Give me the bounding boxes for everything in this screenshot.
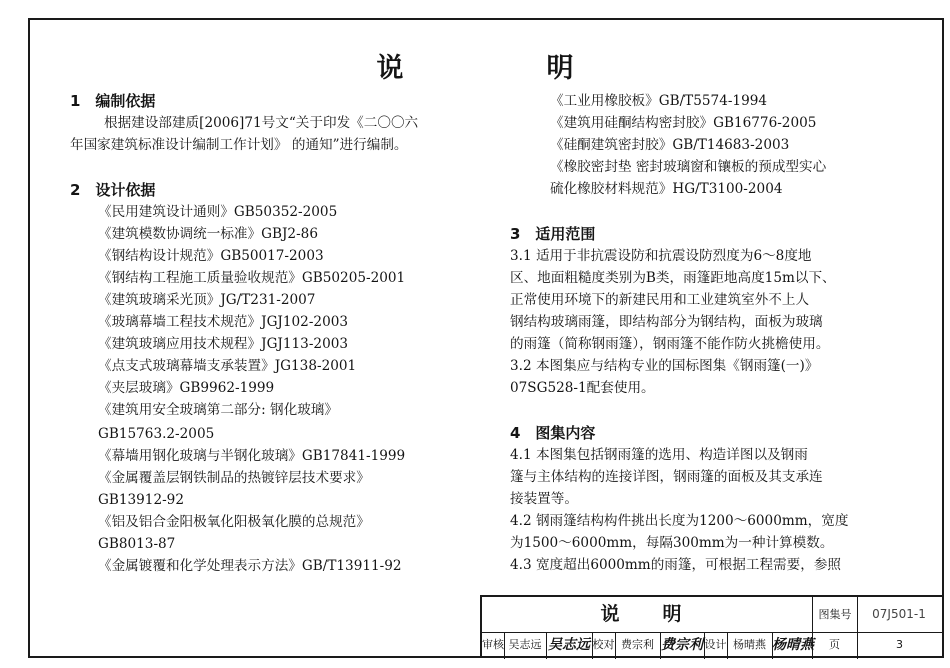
right-text-line: 接装置等。 [510, 491, 578, 507]
left-reference-line: 《钢结构工程施工质量验收规范》GB50205-2001 [98, 270, 406, 286]
left-section-heading: 1 编制依据 [70, 92, 156, 110]
left-reference-line: 《钢结构设计规范》GB50017-2003 [98, 248, 324, 264]
right-reference-line: 《建筑用硅酮结构密封胶》GB16776-2005 [550, 115, 817, 131]
right-text-line: 07SG528-1配套使用。 [510, 380, 655, 396]
left-text-line: 年国家建筑标准设计编制工作计划》 的通知”进行编制。 [70, 137, 408, 153]
left-reference-line: 《金属覆盖层钢铁制品的热镀锌层技术要求》 [98, 470, 370, 486]
right-text-line: 的雨篷（简称钢雨篷），钢雨篷不能作防火挑檐使用。 [510, 336, 830, 352]
right-reference-line: 《硅酮建筑密封胶》GB/T14683-2003 [550, 137, 790, 153]
right-text-line: 区、地面粗糙度类别为B类，雨篷距地高度15m以下、 [510, 270, 836, 286]
left-reference-line: 《铝及铝合金阳极氧化阳极氧化膜的总规范》 [98, 514, 370, 530]
left-text-line: 根据建设部建质[2006]71号文“关于印发《二〇〇六 [104, 115, 419, 131]
left-reference-line: 《玻璃幕墙工程技术规范》JGJ102-2003 [98, 314, 349, 330]
right-text-line: 4.3 宽度超出6000mm的雨篷，可根据工程需要，参照 [510, 557, 842, 573]
title-block [480, 595, 942, 657]
left-reference-line: 《夹层玻璃》GB9962-1999 [98, 380, 275, 396]
page-label: 页 [829, 638, 840, 651]
left-reference-line: 《建筑用安全玻璃第二部分: 钢化玻璃》 [98, 402, 338, 418]
right-text-line: 正常使用环境下的新建民用和工业建筑室外不上人 [510, 292, 810, 308]
left-section-heading: 2 设计依据 [70, 181, 156, 199]
right-reference-line: 硫化橡胶材料规范》HG/T3100-2004 [550, 181, 783, 197]
designer-signature: 杨晴燕 [772, 637, 814, 653]
left-reference-line: 《民用建筑设计通则》GB50352-2005 [98, 204, 338, 220]
right-text-line: 4.1 本图集包括钢雨篷的选用、构造详图以及钢雨 [510, 447, 808, 463]
right-text-line: 篷与主体结构的连接详图，钢雨篷的面板及其支承连 [510, 469, 823, 485]
left-reference-line: 《点支式玻璃幕墙支承装置》JG138-2001 [98, 358, 357, 374]
left-reference-line: GB15763.2-2005 [98, 426, 215, 442]
left-reference-line: 《建筑玻璃采光顶》JG/T231-2007 [98, 292, 316, 308]
designer-label: 设计 [704, 638, 727, 651]
left-reference-line: GB8013-87 [98, 536, 176, 552]
reviewer-name: 吴志远 [508, 638, 542, 651]
page-number: 3 [896, 638, 903, 651]
reviewer-signature: 吴志远 [548, 637, 590, 653]
atlas-number: 07J501-1 [872, 607, 926, 621]
title-block-title: 说 明 [600, 603, 694, 625]
right-section-heading: 4 图集内容 [510, 424, 596, 442]
designer-name: 杨晴燕 [733, 638, 766, 651]
atlas-number-label: 图集号 [818, 608, 852, 621]
right-text-line: 为1500～6000mm，每隔300mm为一种计算模数。 [510, 535, 834, 551]
right-text-line: 3.1 适用于非抗震设防和抗震设防烈度为6～8度地 [510, 248, 812, 264]
right-text-line: 3.2 本图集应与结构专业的国标图集《钢雨篷(一)》 [510, 358, 819, 374]
right-section-heading: 3 适用范围 [510, 225, 596, 243]
left-reference-line: 《建筑玻璃应用技术规程》JGJ113-2003 [98, 336, 349, 352]
left-reference-line: 《金属镀覆和化学处理表示方法》GB/T13911-92 [98, 558, 402, 574]
left-reference-line: 《幕墙用钢化玻璃与半钢化玻璃》GB17841-1999 [98, 448, 406, 464]
right-text-line: 钢结构玻璃雨篷，即结构部分为钢结构，面板为玻璃 [510, 314, 823, 330]
checker-name: 费宗利 [621, 638, 654, 651]
right-text-line: 4.2 钢雨篷结构构件挑出长度为1200～6000mm，宽度 [510, 513, 849, 529]
left-reference-line: GB13912-92 [98, 492, 184, 508]
right-reference-line: 《橡胶密封垫 密封玻璃窗和镶板的预成型实心 [550, 159, 827, 175]
left-reference-line: 《建筑模数协调统一标准》GBJ2-86 [98, 226, 318, 242]
checker-label: 校对 [592, 638, 615, 651]
reviewer-label: 审核 [482, 638, 504, 651]
page-title: 说 明 [376, 53, 632, 84]
right-reference-line: 《工业用橡胶板》GB/T5574-1994 [550, 93, 768, 109]
checker-signature: 费宗利 [661, 637, 703, 653]
